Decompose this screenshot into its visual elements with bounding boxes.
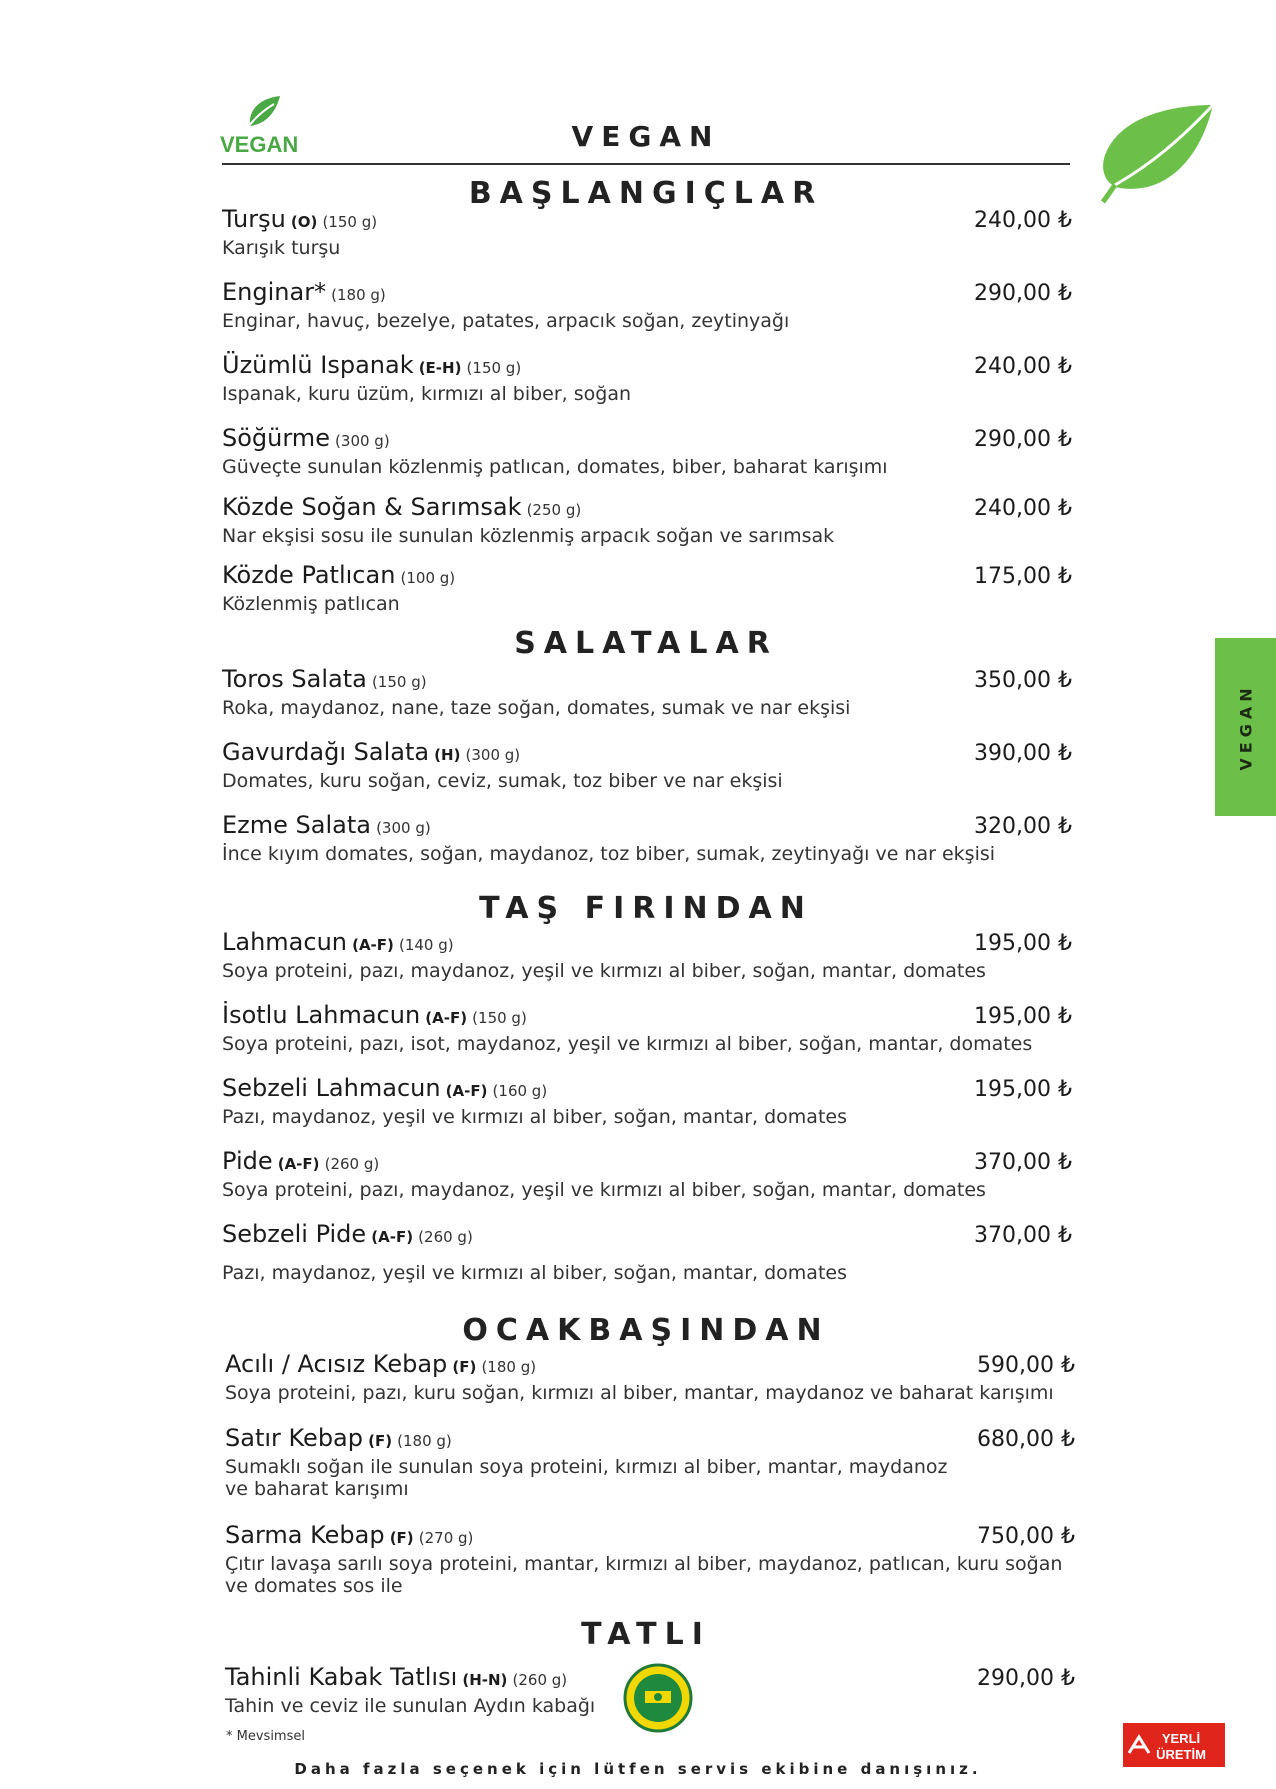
side-tab-label: VEGAN — [1236, 683, 1255, 771]
item-price: 195,00 ₺ — [974, 931, 1072, 956]
item-allergen-code: (H-N) — [462, 1671, 508, 1689]
item-description: Domates, kuru soğan, ceviz, sumak, toz biber ve nar ekşisi — [222, 770, 783, 792]
item-weight: (180 g) — [397, 1432, 452, 1450]
item-price: 680,00 ₺ — [977, 1427, 1075, 1452]
item-name: Toros Salata — [222, 665, 367, 693]
item-description: İnce kıyım domates, soğan, maydanoz, toz biber, sumak, zeytinyağı ve nar ekşisi — [222, 843, 996, 865]
menu-item — [225, 1521, 1075, 1597]
section-title-ocakbasindan: OCAKBAŞINDAN — [462, 1313, 830, 1348]
item-weight: (140 g) — [398, 936, 454, 954]
item-description: Tahin ve ceviz ile sunulan Aydın kabağı — [225, 1695, 596, 1717]
item-name: Gavurdağı Salata — [222, 738, 430, 766]
item-price: 390,00 ₺ — [974, 741, 1072, 766]
item-price: 195,00 ₺ — [974, 1077, 1072, 1102]
badge-line1: YERLİ — [1161, 1731, 1201, 1746]
item-weight: (270 g) — [418, 1529, 474, 1547]
vegan-logo-text: VEGAN — [220, 132, 299, 157]
item-description: Ispanak, kuru üzüm, kırmızı al biber, soğan — [222, 383, 632, 405]
item-weight: (250 g) — [526, 501, 582, 519]
item-name: Acılı / Acısız Kebap — [225, 1350, 448, 1378]
item-description: Sumaklı soğan ile sunulan soya proteini, kırmızı al biber, mantar, maydanoz — [225, 1456, 948, 1478]
menu-item — [222, 424, 1072, 478]
menu-item — [222, 1220, 1072, 1284]
menu-item — [222, 738, 1072, 792]
item-price: 290,00 ₺ — [974, 427, 1072, 452]
section-title-tatli: TATLI — [581, 1617, 711, 1652]
item-description: Güveçte sunulan közlenmiş patlıcan, domates, biber, baharat karışımı — [222, 456, 888, 478]
item-name: Satır Kebap — [225, 1424, 363, 1452]
item-weight: (300 g) — [465, 746, 521, 764]
item-description: Soya proteini, pazı, maydanoz, yeşil ve kırmızı al biber, soğan, mantar, domates — [222, 1179, 986, 1201]
item-allergen-code: (H) — [434, 746, 461, 764]
item-name: Sebzeli Lahmacun — [222, 1074, 441, 1102]
menu-item — [222, 493, 1072, 547]
menu-item — [222, 811, 1072, 865]
footnote: * Mevsimsel — [226, 1729, 305, 1744]
menu-item — [222, 1001, 1072, 1055]
item-name: Tahinli Kabak Tatlısı — [225, 1663, 458, 1691]
menu-item — [222, 1074, 1072, 1128]
item-allergen-code: (F) — [389, 1529, 414, 1547]
item-weight: (160 g) — [492, 1082, 548, 1100]
geographical-indication-seal-icon — [623, 1663, 693, 1733]
item-name: Sarma Kebap — [225, 1521, 385, 1549]
menu-item — [225, 1350, 1075, 1404]
item-description: Karışık turşu — [222, 237, 341, 259]
item-price: 175,00 ₺ — [974, 564, 1072, 589]
item-description: Pazı, maydanoz, yeşil ve kırmızı al biber, soğan, mantar, domates — [222, 1106, 847, 1128]
item-price: 240,00 ₺ — [974, 354, 1072, 379]
item-price: 370,00 ₺ — [974, 1150, 1072, 1175]
item-allergen-code: (O) — [290, 213, 318, 231]
item-name: Üzümlü Ispanak — [222, 351, 414, 379]
item-name: Söğürme — [222, 424, 330, 452]
item-weight: (180 g) — [481, 1358, 537, 1376]
section-title-tas-firindan: TAŞ FIRINDAN — [479, 891, 813, 926]
item-allergen-code: (A-F) — [277, 1155, 320, 1173]
item-name: Enginar* — [222, 278, 327, 306]
item-price: 350,00 ₺ — [974, 668, 1072, 693]
item-weight: (150 g) — [322, 213, 378, 231]
item-description: Nar ekşisi sosu ile sunulan közlenmiş arpacık soğan ve sarımsak — [222, 525, 835, 547]
badge-line2: ÜRETİM — [1156, 1747, 1206, 1762]
item-description-cont: ve baharat karışımı — [225, 1478, 409, 1500]
item-allergen-code: (A-F) — [371, 1228, 414, 1246]
item-allergen-code: (E-H) — [418, 359, 462, 377]
item-name: Sebzeli Pide — [222, 1220, 367, 1248]
section-title-baslangiclar: BAŞLANGIÇLAR — [468, 176, 824, 211]
yerli-uretim-badge — [1123, 1723, 1225, 1767]
item-price: 240,00 ₺ — [974, 496, 1072, 521]
item-weight: (260 g) — [324, 1155, 380, 1173]
item-description: Soya proteini, pazı, kuru soğan, kırmızı al biber, mantar, maydanoz ve baharat karışımı — [225, 1382, 1054, 1404]
leaf-icon — [1085, 100, 1215, 205]
menu-item — [222, 1147, 1072, 1201]
menu-item — [222, 665, 1072, 719]
menu-item — [222, 351, 1072, 405]
item-price: 290,00 ₺ — [977, 1666, 1075, 1691]
item-allergen-code: (A-F) — [352, 936, 394, 954]
menu-item — [222, 205, 1072, 259]
item-allergen-code: (A-F) — [445, 1082, 488, 1100]
item-price: 590,00 ₺ — [977, 1353, 1075, 1378]
item-price: 195,00 ₺ — [974, 1004, 1072, 1029]
item-allergen-code: (F) — [452, 1358, 477, 1376]
item-weight: (100 g) — [400, 569, 456, 587]
item-price: 320,00 ₺ — [974, 814, 1072, 839]
item-description: Enginar, havuç, bezelye, patates, arpacık soğan, zeytinyağı — [222, 310, 790, 332]
page-title: VEGAN — [571, 120, 721, 153]
item-weight: (180 g) — [331, 286, 386, 304]
item-name: Közde Patlıcan — [222, 561, 396, 589]
menu-item — [222, 561, 1072, 615]
item-description-cont: ve domates sos ile — [225, 1575, 403, 1597]
item-name: Ezme Salata — [222, 811, 371, 839]
item-weight: (300 g) — [376, 819, 431, 837]
title-divider — [222, 163, 1070, 165]
section-title-salatalar: SALATALAR — [514, 626, 778, 661]
item-name: Turşu — [222, 205, 286, 233]
item-weight: (150 g) — [472, 1009, 527, 1027]
footer-note: Daha fazla seçenek için lütfen servis ekibine danışınız. — [294, 1760, 982, 1778]
item-name: Pide — [222, 1147, 273, 1175]
vegan-side-tab — [1215, 638, 1276, 816]
menu-item — [225, 1424, 1075, 1500]
item-name: İsotlu Lahmacun — [222, 1001, 421, 1029]
item-weight: (150 g) — [466, 359, 522, 377]
item-weight: (150 g) — [371, 673, 427, 691]
item-description: Soya proteini, pazı, isot, maydanoz, yeşil ve kırmızı al biber, soğan, mantar, domates — [222, 1033, 1033, 1055]
menu-item — [222, 278, 1072, 332]
item-description: Roka, maydanoz, nane, taze soğan, domates, sumak ve nar ekşisi — [222, 697, 851, 719]
item-allergen-code: (A-F) — [425, 1009, 468, 1027]
item-weight: (260 g) — [512, 1671, 568, 1689]
item-name: Közde Soğan & Sarımsak — [222, 493, 522, 521]
item-price: 370,00 ₺ — [974, 1223, 1072, 1248]
item-description: Közlenmiş patlıcan — [222, 593, 400, 615]
item-allergen-code: (F) — [368, 1432, 393, 1450]
item-description: Pazı, maydanoz, yeşil ve kırmızı al biber, soğan, mantar, domates — [222, 1262, 847, 1284]
item-price: 750,00 ₺ — [977, 1524, 1075, 1549]
item-description: Çıtır lavaşa sarılı soya proteini, mantar, kırmızı al biber, maydanoz, patlıcan, kuru soğan — [225, 1553, 1063, 1575]
menu-item — [222, 928, 1072, 982]
item-weight: (300 g) — [335, 432, 390, 450]
item-description: Soya proteini, pazı, maydanoz, yeşil ve kırmızı al biber, soğan, mantar, domates — [222, 960, 986, 982]
item-price: 290,00 ₺ — [974, 281, 1072, 306]
item-price: 240,00 ₺ — [974, 208, 1072, 233]
item-weight: (260 g) — [418, 1228, 473, 1246]
item-name: Lahmacun — [222, 928, 347, 956]
